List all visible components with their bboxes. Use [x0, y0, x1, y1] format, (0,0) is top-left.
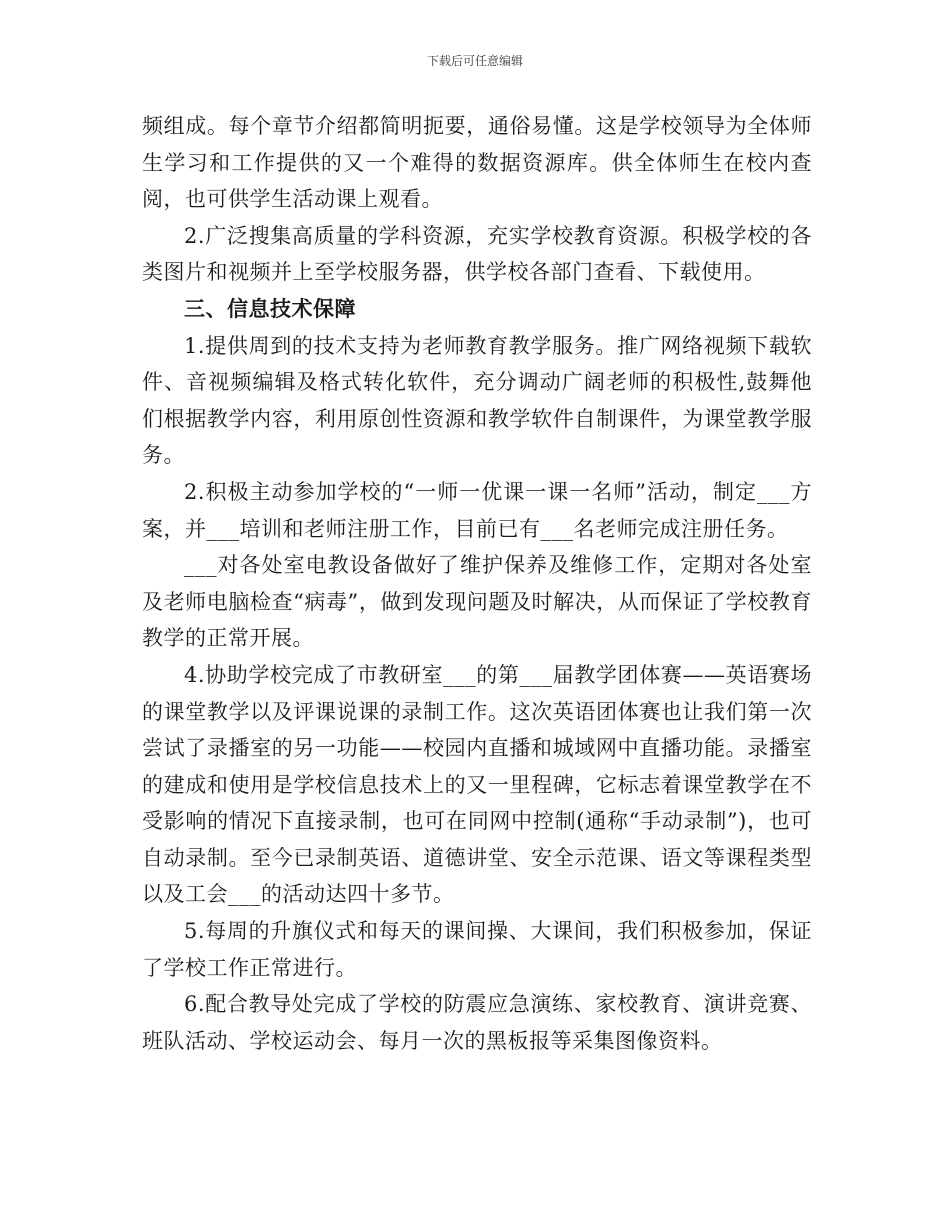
paragraph-7: 5.每周的升旗仪式和每天的课间操、大课间，我们积极参加，保证了学校工作正常进行。: [142, 919, 812, 980]
paragraph-6: 4.协助学校完成了市教研室___的第___届教学团体赛——英语赛场的课堂教学以及评课说课的录制工作。这次英语团体赛也让我们第一次尝试了录播室的另一功能——校园内直播和城域网中直播功能。录播室的建成和使用是学校信息技术上的又一里程碑，它标志着课堂教学在不受影响的情况下直接录制，也可在同网中控制(通称“手动录制”)，也可自动录制。至今已录制英语、道德讲堂、安全示范课、语文等课程类型以及工会___的活动达四十多节。: [142, 662, 812, 907]
section-heading: 三、信息技术保障: [184, 295, 356, 321]
paragraph-5: ___对各处室电教设备做好了维护保养及维修工作，定期对各处室及老师电脑检查“病毒”，做到发现问题及时解决，从而保证了学校教育教学的正常开展。: [142, 553, 812, 651]
paragraph-1: 频组成。每个章节介绍都简明扼要，通俗易懂。这是学校领导为全体师生学习和工作提供的又一个难得的数据资源库。供全体师生在校内查阅，也可供学生活动课上观看。: [142, 114, 812, 212]
document-body: [142, 108, 812, 1059]
paragraph-2: 2.广泛搜集高质量的学科资源，充实学校教育资源。积极学校的各类图片和视频并上至学校服务器，供学校各部门查看、下载使用。: [142, 223, 812, 285]
page-header: 下载后可任意编辑: [426, 54, 523, 68]
paragraph-4: 2.积极主动参加学校的“一师一优课一课一名师”活动，制定___方案，并___培训和老师注册工作，目前已有___名老师完成注册任务。: [142, 479, 812, 541]
paragraph-3: 1.提供周到的技术支持为老师教育教学服务。推广网络视频下载软件、音视频编辑及格式转化软件，充分调动广阔老师的积极性,鼓舞他们根据教学内容，利用原创性资源和教学软件自制课件，为课堂教学服务。: [142, 333, 812, 468]
paragraph-8: 6.配合教导处完成了学校的防震应急演练、家校教育、演讲竞赛、班队活动、学校运动会、每月一次的黑板报等采集图像资料。: [142, 992, 812, 1053]
